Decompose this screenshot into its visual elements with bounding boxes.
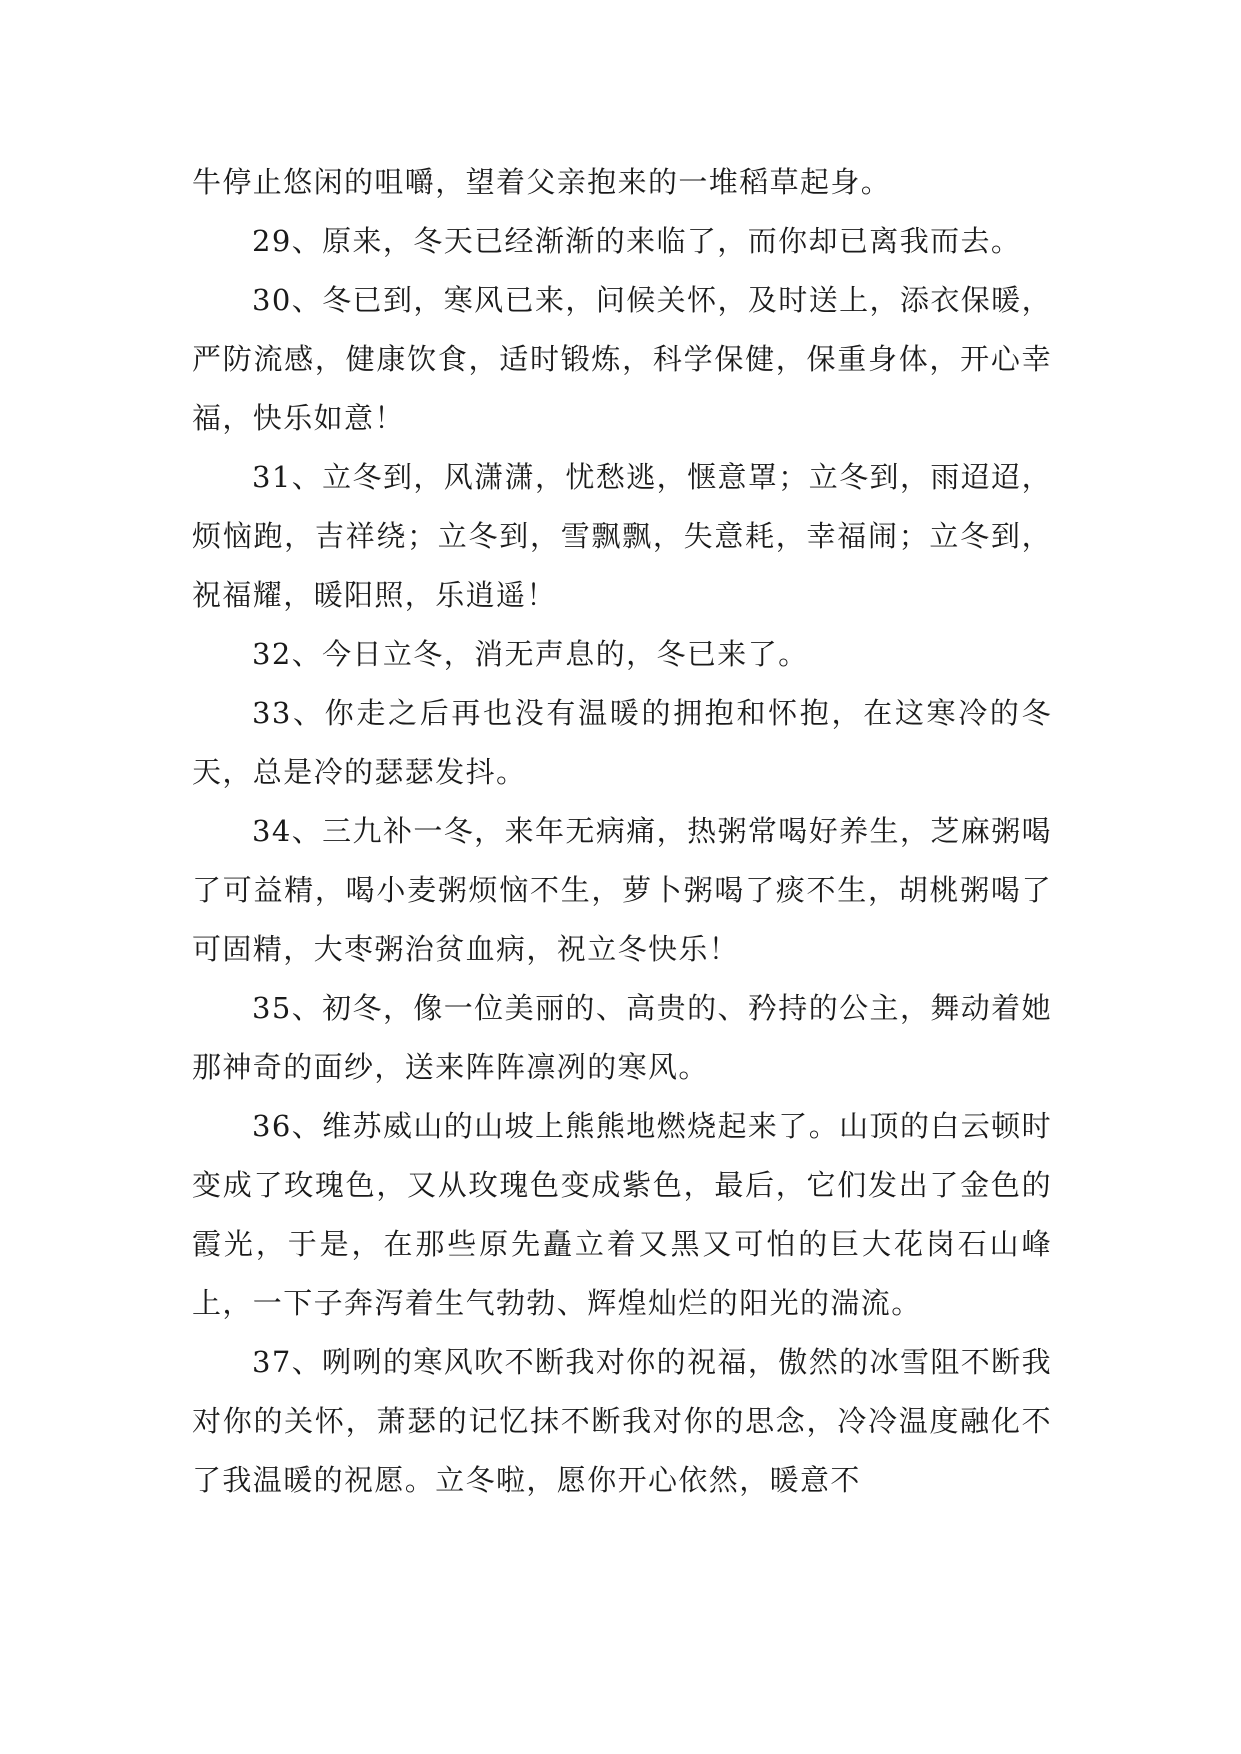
paragraph: 35、初冬，像一位美丽的、高贵的、矜持的公主，舞动着她那神奇的面纱，送来阵阵凛冽的寒风。 (192, 991, 1052, 1084)
paragraph: 30、冬已到，寒风已来，问候关怀，及时送上，添衣保暖，严防流感，健康饮食，适时锻炼，科学保健，保重身体，开心幸福，快乐如意！ (192, 283, 1052, 435)
paragraph: 31、立冬到，风潇潇，忧愁逃，惬意罩；立冬到，雨迢迢，烦恼跑，吉祥绕；立冬到，雪飘飘，失意耗，幸福闹；立冬到，祝福耀，暖阳照，乐逍遥！ (192, 460, 1052, 612)
paragraph: 33、你走之后再也没有温暖的拥抱和怀抱，在这寒冷的冬天，总是冷的瑟瑟发抖。 (192, 696, 1052, 789)
paragraph: 36、维苏威山的山坡上熊熊地燃烧起来了。山顶的白云顿时变成了玫瑰色，又从玫瑰色变成紫色，最后，它们发出了金色的霞光，于是，在那些原先矗立着又黑又可怕的巨大花岗石山峰上，一下子奔泻着生气勃勃、辉煌灿烂的阳光的湍流。 (192, 1109, 1052, 1320)
paragraph: 32、今日立冬，消无声息的，冬已来了。 (252, 637, 809, 671)
paragraph: 牛停止悠闲的咀嚼，望着父亲抱来的一堆稻草起身。 (192, 165, 892, 199)
paragraph: 34、三九补一冬，来年无病痛，热粥常喝好养生，芝麻粥喝了可益精，喝小麦粥烦恼不生，萝卜粥喝了痰不生，胡桃粥喝了可固精，大枣粥治贫血病，祝立冬快乐！ (192, 814, 1052, 966)
paragraph: 37、咧咧的寒风吹不断我对你的祝福，傲然的冰雪阻不断我对你的关怀，萧瑟的记忆抹不断我对你的思念，冷冷温度融化不了我温暖的祝愿。立冬啦，愿你开心依然，暖意不 (192, 1345, 1052, 1497)
paragraph: 29、原来，冬天已经渐渐的来临了，而你却已离我而去。 (252, 224, 1022, 258)
document-body (192, 153, 1052, 1510)
